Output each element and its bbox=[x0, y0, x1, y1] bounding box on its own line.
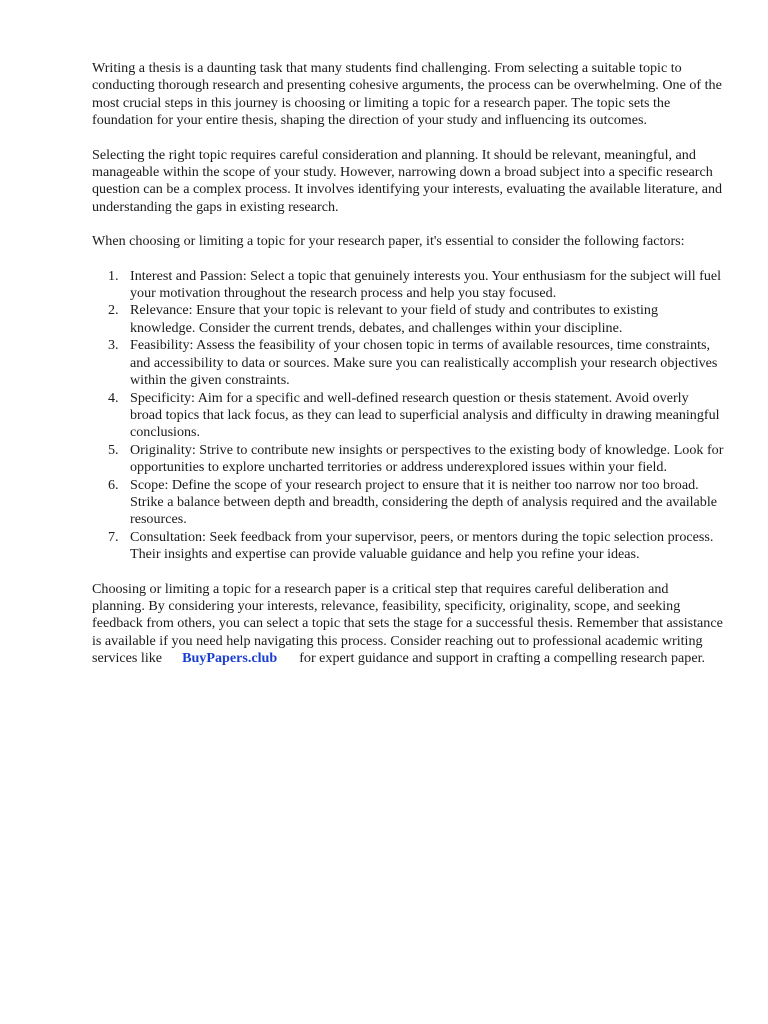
buypapers-link[interactable]: BuyPapers.club bbox=[182, 650, 278, 667]
document-page bbox=[92, 60, 724, 685]
conclusion-text-end: for expert guidance and support in crafting a compelling research paper. bbox=[299, 650, 706, 667]
list-item-number: 6. bbox=[108, 476, 119, 493]
list-item-text: Consultation: Seek feedback from your supervisor, peers, or mentors during the topic selection process. Their insights and expertise can provide valuable guidance and help you refine your ideas. bbox=[130, 528, 714, 563]
list-item-number: 2. bbox=[108, 302, 119, 319]
list-item bbox=[92, 302, 724, 337]
list-item-text: Scope: Define the scope of your research project to ensure that it is neither too narrow nor too broad. Strike a balance between depth and breadth, considering the depth of analysis required and the available resources. bbox=[130, 476, 718, 528]
list-item-number: 5. bbox=[108, 441, 119, 458]
list-item-number: 4. bbox=[108, 389, 119, 406]
intro-paragraph: Writing a thesis is a daunting task that many students find challenging. From selecting a suitable topic to conducting thorough research and presenting cohesive arguments, the process can be overwhelming. One of the most crucial steps in this journey is choosing or limiting a topic for a research paper. The topic sets the foundation for your entire thesis, shaping the direction of your study and influencing its outcomes. bbox=[92, 60, 722, 129]
list-item-text: Interest and Passion: Select a topic that genuinely interests you. Your enthusiasm for the subject will fuel your motivation throughout the research process and help you stay focused. bbox=[130, 267, 722, 302]
factors-list bbox=[92, 268, 724, 564]
list-item bbox=[92, 390, 724, 442]
list-item bbox=[92, 477, 724, 529]
list-item-text: Relevance: Ensure that your topic is relevant to your field of study and contributes to existing knowledge. Consider the current trends, debates, and challenges within your discipline. bbox=[130, 302, 658, 336]
selection-paragraph: Selecting the right topic requires careful consideration and planning. It should be relevant, meaningful, and manageable within the scope of your study. However, narrowing down a broad subject into a specific research question can be a complex process. It involves identifying your interests, evaluating the available literature, and understanding the gaps in existing research. bbox=[92, 146, 723, 215]
conclusion-text: Choosing or limiting a topic for a research paper is a critical step that requires careful deliberation and planning. By considering your interests, relevance, feasibility, specificity, originality, scope, and seeking feedback from others, you can select a topic that sets the stage for a successful thesis. Remember that assistance is available if you need help navigating this process. Consider reaching out to professional academic writing services like bbox=[92, 580, 723, 667]
list-item-text: Specificity: Aim for a specific and well-defined research question or thesis statement. Avoid overly broad topics that lack focus, as they can lead to superficial analysis and difficulty in drawing meaningful conclusions. bbox=[130, 389, 720, 441]
list-item-number: 1. bbox=[108, 267, 119, 284]
factors-intro-paragraph: When choosing or limiting a topic for your research paper, it's essential to consider the following factors: bbox=[92, 233, 685, 250]
list-item-number: 3. bbox=[108, 337, 119, 354]
list-item-number: 7. bbox=[108, 528, 119, 545]
list-item bbox=[92, 268, 724, 303]
conclusion-paragraph bbox=[92, 581, 724, 668]
list-item-text: Originality: Strive to contribute new insights or perspectives to the existing body of knowledge. Look for opportunities to explore uncharted territories or address underexplored issues within your field. bbox=[130, 441, 724, 476]
list-item bbox=[92, 442, 724, 477]
list-item bbox=[92, 529, 724, 564]
list-item-text: Feasibility: Assess the feasibility of your chosen topic in terms of available resources, time constraints, and accessibility to data or sources. Make sure you can realistically accomplish your research objectives within the given constraints. bbox=[130, 337, 718, 389]
list-item bbox=[92, 337, 724, 389]
